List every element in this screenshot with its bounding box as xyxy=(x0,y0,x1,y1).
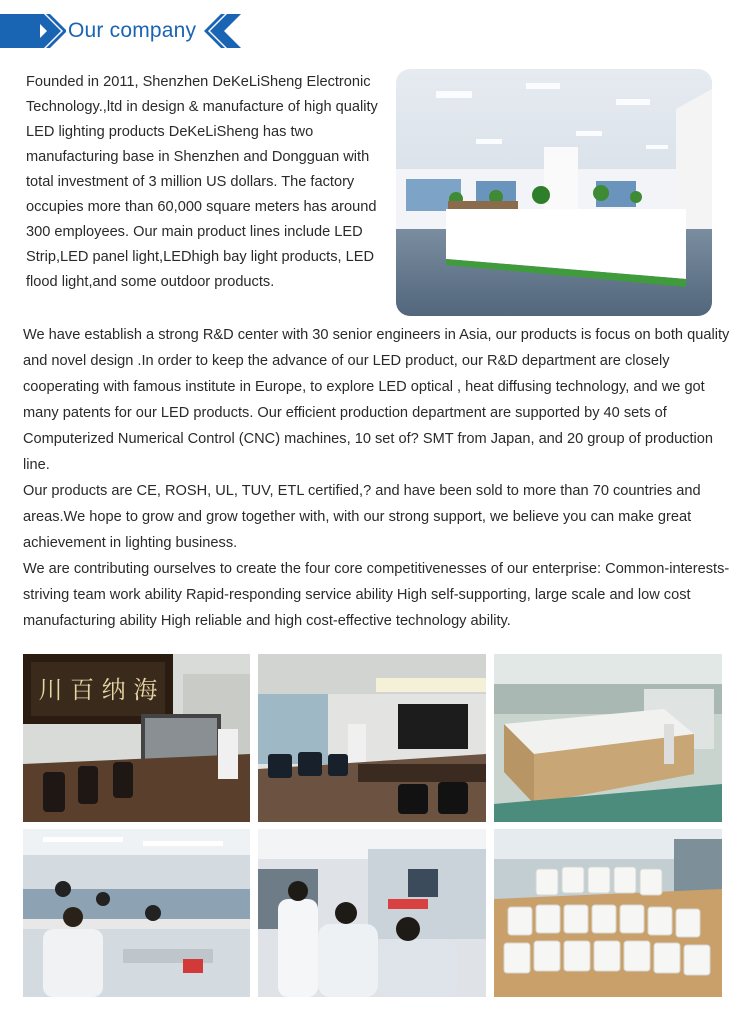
calligraphy-sign: 川 百 纳 海 xyxy=(38,676,158,704)
body-text xyxy=(23,322,733,634)
photo-meeting-room xyxy=(23,654,250,822)
paragraph-certification: Our products are CE, ROSH, UL, TUV, ETL certified,? and have been sold to more than 70 countries and areas.We hope to grow and grow together with, with our strong support, we believe you can make great achievement in lighting business. xyxy=(23,483,701,551)
intro-paragraph: Founded in 2011, Shenzhen DeKeLiSheng Electronic Technology.,ltd in design & manufacture of high quality LED lighting products DeKeLiSheng has two manufacturing base in Shenzhen and Dongguan with total investment of 3 million US dollars. The factory occupies more than 60,000 square meters has around 300 employees. Our main product lines include LED Strip,LED panel light,LEDhigh bay light products, LED flood light,and some outdoor products. xyxy=(26,74,378,290)
office-photo xyxy=(396,69,712,316)
section-header xyxy=(0,14,750,48)
photo-conference-room xyxy=(258,654,486,822)
page-title: Our company xyxy=(68,19,197,42)
photo-assembly-line xyxy=(23,829,250,997)
paragraph-rnd: We have establish a strong R&D center with 30 senior engineers in Asia, our products is focus on both quality and novel design .In order to keep the advance of our LED product, our R&D department are closely cooperating with famous institute in Europe, to explore LED optical , heat diffusing technology, and we got many patents for our LED products. Our efficient production department are supported by 40 sets of Computerized Numerical Control (CNC) machines, 10 set of? SMT from Japan, and 20 group of production line. xyxy=(23,327,730,473)
photo-panel-warehouse xyxy=(494,654,722,822)
chevron-right-icon xyxy=(30,14,66,48)
photo-cylinder-products xyxy=(494,829,722,997)
paragraph-competitiveness: We are contributing ourselves to create the four core competitivenesses of our enterprise: Common-interests-striving team work ability Rapid-responding service ability High self-supporting, large scale and low cost manufacturing ability High reliable and high cost-effective technology ability. xyxy=(23,561,730,629)
chevron-left-icon xyxy=(201,14,241,48)
photo-production-workers xyxy=(258,829,486,997)
